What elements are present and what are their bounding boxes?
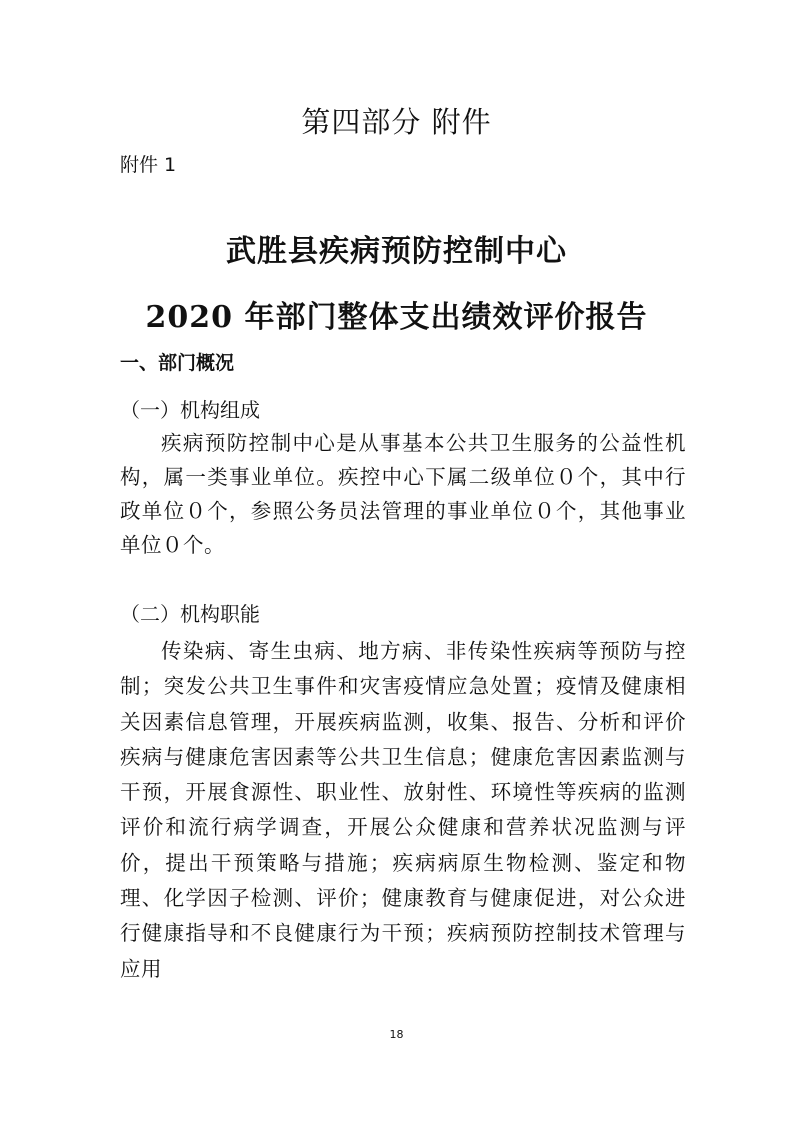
paragraph-functions: 传染病、寄生虫病、地方病、非传染性疾病等预防与控制；突发公共卫生事件和灾害疫情应急处置；疫情及健康相关因素信息管理，开展疾病监测，收集、报告、分析和评价疾病与健康危害因素等公共卫生信息；健康危害因素监测与干预，开展食源性、职业性、放射性、环境性等疾病的监测评价和流行病学调查，开展公众健康和营养状况监测与评价，提出干预策略与措施；疾病病原生物检测、鉴定和物理、化学因子检测、评价；健康教育与健康促进，对公众进行健康指导和不良健康行为干预；疾病预防控制技术管理与应用 (120, 639, 686, 981)
report-title-line1: 武胜县疾病预防控制中心 (226, 234, 567, 269)
section-heading-overview: 一、部门概况 (120, 352, 235, 374)
part-title: 第四部分 附件 (301, 105, 492, 139)
attachment-label: 附件 1 (120, 154, 177, 176)
report-title-line2: 2020 年部门整体支出绩效评价报告 (145, 300, 648, 335)
paragraph-composition: 疾病预防控制中心是从事基本公共卫生服务的公益性机构，属一类事业单位。疾控中心下属二级单位０个，其中行政单位０个，参照公务员法管理的事业单位０个，其他事业单位０个。 (120, 431, 686, 557)
subsection-heading-composition: （一）机构组成 (120, 398, 260, 422)
page-number: 18 (389, 1028, 404, 1041)
subsection-heading-functions: （二）机构职能 (120, 602, 260, 626)
